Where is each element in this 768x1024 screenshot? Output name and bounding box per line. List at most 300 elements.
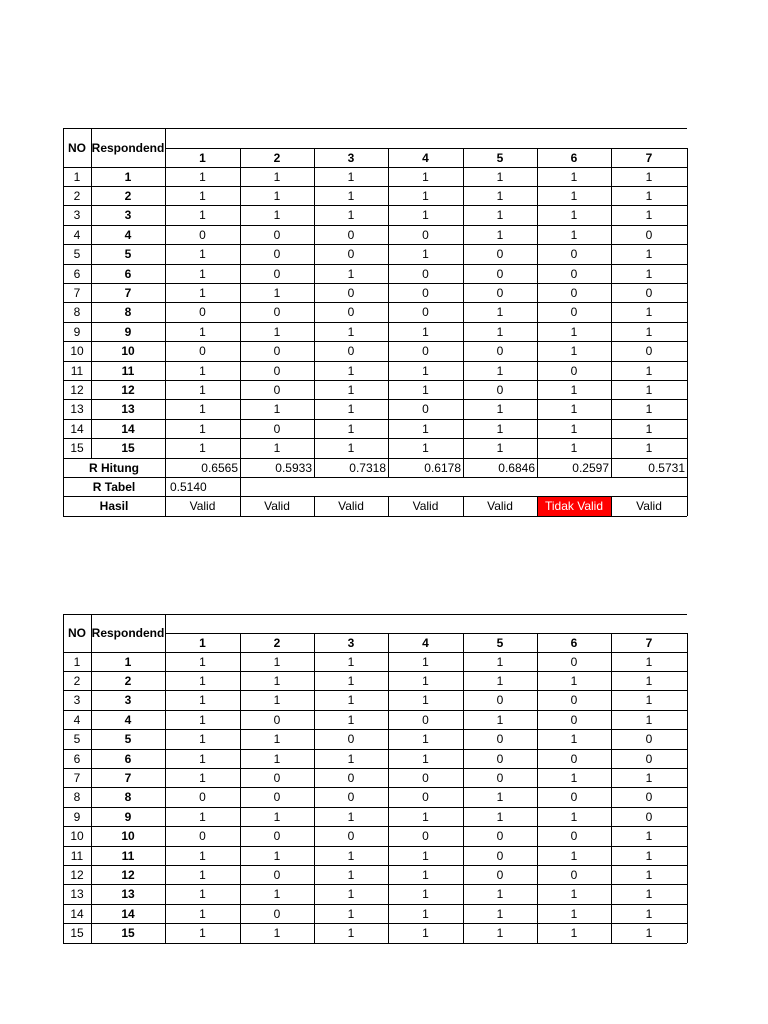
hasil-valid: Valid bbox=[264, 499, 290, 514]
grid-line bbox=[63, 846, 687, 847]
score-cell: 1 bbox=[347, 809, 355, 824]
grid-line bbox=[63, 380, 687, 381]
score-cell: 1 bbox=[422, 208, 429, 223]
score-cell: 0 bbox=[645, 286, 653, 301]
score-cell: 1 bbox=[496, 402, 504, 417]
score-cell: 1 bbox=[347, 383, 355, 398]
score-cell: 1 bbox=[273, 693, 281, 708]
respondent-id: 10 bbox=[121, 344, 135, 359]
respondent-id: 1 bbox=[124, 169, 132, 184]
grid-line bbox=[165, 614, 166, 943]
header-item-1: 1 bbox=[199, 150, 206, 165]
score-cell: 0 bbox=[347, 227, 355, 242]
grid-line bbox=[314, 633, 315, 943]
score-cell: 0 bbox=[422, 829, 429, 844]
r-hitung-label: R Hitung bbox=[89, 460, 139, 475]
grid-line bbox=[63, 943, 687, 944]
grid-line bbox=[63, 652, 687, 653]
score-cell: 1 bbox=[422, 732, 429, 747]
grid-line bbox=[63, 807, 687, 808]
grid-line bbox=[388, 497, 389, 516]
row-number: 15 bbox=[70, 926, 84, 941]
score-cell: 1 bbox=[273, 441, 281, 456]
score-cell: 0 bbox=[422, 771, 429, 786]
grid-line bbox=[91, 614, 92, 943]
score-cell: 1 bbox=[199, 732, 206, 747]
grid-line bbox=[63, 283, 687, 284]
score-cell: 1 bbox=[199, 247, 206, 262]
r-hitung-value: 0.6846 bbox=[498, 460, 535, 475]
score-cell: 0 bbox=[273, 363, 281, 378]
score-cell: 1 bbox=[347, 654, 355, 669]
header-respondent: Respondend bbox=[91, 140, 165, 155]
score-cell: 1 bbox=[347, 189, 355, 204]
score-cell: 1 bbox=[645, 324, 653, 339]
row-number: 14 bbox=[70, 906, 84, 921]
respondent-id: 15 bbox=[121, 441, 135, 456]
grid-line bbox=[63, 128, 64, 516]
score-cell: 0 bbox=[422, 712, 429, 727]
score-cell: 0 bbox=[496, 286, 504, 301]
score-cell: 1 bbox=[570, 848, 578, 863]
score-cell: 1 bbox=[645, 848, 653, 863]
score-cell: 1 bbox=[273, 169, 281, 184]
row-number: 15 bbox=[70, 441, 84, 456]
row-number: 13 bbox=[70, 887, 84, 902]
score-cell: 1 bbox=[273, 751, 281, 766]
grid-line bbox=[240, 148, 241, 477]
grid-line bbox=[63, 614, 64, 943]
row-number: 11 bbox=[70, 363, 84, 378]
grid-line bbox=[63, 302, 687, 303]
row-number: 2 bbox=[73, 189, 81, 204]
row-number: 10 bbox=[70, 829, 84, 844]
score-cell: 0 bbox=[496, 344, 504, 359]
row-number: 12 bbox=[70, 383, 84, 398]
grid-line bbox=[537, 633, 538, 943]
score-cell: 1 bbox=[273, 809, 281, 824]
score-cell: 0 bbox=[273, 829, 281, 844]
score-cell: 0 bbox=[422, 344, 429, 359]
score-cell: 1 bbox=[199, 421, 206, 436]
respondent-id: 3 bbox=[124, 693, 132, 708]
respondent-id: 15 bbox=[121, 926, 135, 941]
score-cell: 1 bbox=[496, 421, 504, 436]
score-cell: 0 bbox=[273, 383, 281, 398]
score-cell: 1 bbox=[422, 363, 429, 378]
grid-line bbox=[63, 690, 687, 691]
score-cell: 1 bbox=[645, 771, 653, 786]
score-cell: 1 bbox=[347, 363, 355, 378]
score-cell: 1 bbox=[645, 829, 653, 844]
score-cell: 1 bbox=[496, 654, 504, 669]
respondent-id: 8 bbox=[124, 790, 132, 805]
grid-line bbox=[63, 904, 687, 905]
score-cell: 1 bbox=[422, 324, 429, 339]
score-cell: 1 bbox=[570, 771, 578, 786]
respondent-id: 9 bbox=[124, 809, 132, 824]
grid-line bbox=[63, 419, 687, 420]
respondent-id: 8 bbox=[124, 305, 132, 320]
respondent-id: 11 bbox=[121, 848, 135, 863]
score-cell: 1 bbox=[570, 926, 578, 941]
respondent-id: 7 bbox=[124, 771, 132, 786]
score-cell: 1 bbox=[570, 227, 578, 242]
row-number: 5 bbox=[73, 247, 81, 262]
r-hitung-value: 0.6565 bbox=[201, 460, 238, 475]
r-hitung-value: 0.5933 bbox=[275, 460, 312, 475]
row-number: 6 bbox=[73, 266, 81, 281]
score-cell: 1 bbox=[570, 674, 578, 689]
score-cell: 1 bbox=[645, 926, 653, 941]
score-cell: 1 bbox=[645, 208, 653, 223]
respondent-id: 6 bbox=[124, 266, 132, 281]
score-cell: 1 bbox=[273, 926, 281, 941]
score-cell: 0 bbox=[570, 829, 578, 844]
score-cell: 0 bbox=[496, 829, 504, 844]
score-cell: 0 bbox=[496, 693, 504, 708]
header-item-7: 7 bbox=[645, 635, 653, 650]
score-cell: 1 bbox=[199, 324, 206, 339]
score-cell: 1 bbox=[496, 674, 504, 689]
respondent-id: 7 bbox=[124, 286, 132, 301]
score-cell: 1 bbox=[347, 848, 355, 863]
respondent-id: 10 bbox=[121, 829, 135, 844]
score-cell: 0 bbox=[422, 402, 429, 417]
score-cell: 0 bbox=[570, 305, 578, 320]
score-cell: 1 bbox=[422, 247, 429, 262]
score-cell: 1 bbox=[347, 868, 355, 883]
score-cell: 0 bbox=[199, 829, 206, 844]
score-cell: 1 bbox=[570, 732, 578, 747]
score-cell: 0 bbox=[496, 247, 504, 262]
score-cell: 1 bbox=[645, 363, 653, 378]
grid-line bbox=[165, 148, 687, 149]
score-cell: 1 bbox=[199, 809, 206, 824]
grid-line bbox=[611, 633, 612, 943]
score-cell: 0 bbox=[273, 266, 281, 281]
grid-line bbox=[463, 633, 464, 943]
r-hitung-value: 0.2597 bbox=[572, 460, 609, 475]
grid-line bbox=[611, 148, 612, 477]
score-cell: 1 bbox=[570, 189, 578, 204]
score-cell: 1 bbox=[496, 363, 504, 378]
score-cell: 0 bbox=[273, 771, 281, 786]
score-cell: 1 bbox=[347, 674, 355, 689]
score-cell: 0 bbox=[273, 790, 281, 805]
score-cell: 1 bbox=[347, 402, 355, 417]
score-cell: 0 bbox=[570, 868, 578, 883]
score-cell: 0 bbox=[570, 693, 578, 708]
score-cell: 1 bbox=[422, 751, 429, 766]
row-number: 11 bbox=[70, 848, 84, 863]
score-cell: 0 bbox=[496, 848, 504, 863]
score-cell: 1 bbox=[273, 654, 281, 669]
grid-line bbox=[63, 477, 687, 478]
score-cell: 1 bbox=[199, 751, 206, 766]
grid-line bbox=[63, 787, 687, 788]
score-cell: 1 bbox=[570, 169, 578, 184]
grid-line bbox=[240, 477, 241, 496]
grid-line bbox=[63, 458, 687, 459]
respondent-id: 2 bbox=[124, 189, 132, 204]
score-cell: 1 bbox=[422, 421, 429, 436]
grid-line bbox=[91, 128, 92, 458]
grid-line bbox=[463, 148, 464, 477]
grid-line bbox=[63, 768, 687, 769]
respondent-id: 13 bbox=[121, 402, 135, 417]
score-cell: 0 bbox=[347, 305, 355, 320]
score-cell: 1 bbox=[496, 712, 504, 727]
grid-line bbox=[388, 148, 389, 477]
row-number: 14 bbox=[70, 421, 84, 436]
score-cell: 0 bbox=[199, 305, 206, 320]
score-cell: 0 bbox=[570, 712, 578, 727]
hasil-valid: Valid bbox=[636, 499, 662, 514]
score-cell: 1 bbox=[347, 324, 355, 339]
score-cell: 1 bbox=[199, 693, 206, 708]
score-cell: 0 bbox=[422, 305, 429, 320]
score-cell: 1 bbox=[347, 169, 355, 184]
score-cell: 1 bbox=[570, 887, 578, 902]
score-cell: 1 bbox=[496, 169, 504, 184]
header-item-4: 4 bbox=[422, 150, 429, 165]
score-cell: 1 bbox=[570, 441, 578, 456]
hasil-valid: Valid bbox=[189, 499, 216, 514]
score-cell: 1 bbox=[496, 441, 504, 456]
score-cell: 1 bbox=[422, 926, 429, 941]
score-cell: 1 bbox=[347, 906, 355, 921]
score-cell: 0 bbox=[273, 344, 281, 359]
row-number: 9 bbox=[73, 809, 81, 824]
score-cell: 0 bbox=[570, 751, 578, 766]
grid-line bbox=[63, 322, 687, 323]
header-item-6: 6 bbox=[570, 635, 578, 650]
grid-line bbox=[63, 225, 687, 226]
score-cell: 0 bbox=[273, 712, 281, 727]
score-cell: 1 bbox=[199, 383, 206, 398]
grid-line bbox=[63, 923, 687, 924]
score-cell: 1 bbox=[199, 169, 206, 184]
grid-line bbox=[63, 729, 687, 730]
respondent-id: 14 bbox=[121, 906, 135, 921]
score-cell: 0 bbox=[273, 421, 281, 436]
respondent-id: 2 bbox=[124, 674, 132, 689]
score-cell: 0 bbox=[496, 266, 504, 281]
score-cell: 1 bbox=[645, 305, 653, 320]
grid-line bbox=[63, 399, 687, 400]
respondent-id: 3 bbox=[124, 208, 132, 223]
score-cell: 1 bbox=[570, 402, 578, 417]
r-hitung-value: 0.5731 bbox=[648, 460, 685, 475]
score-cell: 1 bbox=[273, 674, 281, 689]
score-cell: 1 bbox=[347, 712, 355, 727]
score-cell: 1 bbox=[273, 887, 281, 902]
header-item-5: 5 bbox=[496, 635, 504, 650]
score-cell: 1 bbox=[199, 712, 206, 727]
score-cell: 1 bbox=[645, 169, 653, 184]
hasil-valid: Valid bbox=[487, 499, 513, 514]
respondent-id: 5 bbox=[124, 247, 132, 262]
row-number: 1 bbox=[73, 654, 81, 669]
row-number: 4 bbox=[73, 227, 81, 242]
grid-line bbox=[537, 148, 538, 477]
grid-line bbox=[611, 497, 612, 516]
grid-line bbox=[63, 749, 687, 750]
respondent-id: 4 bbox=[124, 227, 132, 242]
score-cell: 1 bbox=[645, 868, 653, 883]
score-cell: 1 bbox=[422, 868, 429, 883]
score-cell: 1 bbox=[570, 906, 578, 921]
grid-line bbox=[537, 497, 538, 516]
row-number: 1 bbox=[73, 169, 81, 184]
score-cell: 0 bbox=[199, 790, 206, 805]
header-no: NO bbox=[68, 140, 86, 155]
score-cell: 1 bbox=[347, 441, 355, 456]
score-cell: 1 bbox=[273, 324, 281, 339]
row-number: 5 bbox=[73, 732, 81, 747]
score-cell: 1 bbox=[422, 654, 429, 669]
score-cell: 1 bbox=[199, 654, 206, 669]
score-cell: 1 bbox=[496, 208, 504, 223]
score-cell: 1 bbox=[199, 402, 206, 417]
respondent-id: 12 bbox=[121, 383, 135, 398]
header-item-1: 1 bbox=[199, 635, 206, 650]
score-cell: 1 bbox=[347, 926, 355, 941]
score-cell: 1 bbox=[496, 906, 504, 921]
header-item-3: 3 bbox=[347, 150, 355, 165]
hasil-invalid: Tidak Valid bbox=[537, 497, 611, 516]
score-cell: 1 bbox=[199, 189, 206, 204]
hasil-valid: Valid bbox=[338, 499, 364, 514]
row-number: 12 bbox=[70, 868, 84, 883]
score-cell: 1 bbox=[422, 848, 429, 863]
score-cell: 1 bbox=[645, 189, 653, 204]
score-cell: 1 bbox=[570, 383, 578, 398]
grid-line bbox=[240, 633, 241, 943]
score-cell: 1 bbox=[422, 383, 429, 398]
score-cell: 1 bbox=[199, 926, 206, 941]
grid-line bbox=[63, 341, 687, 342]
hasil-label: Hasil bbox=[99, 499, 129, 514]
hasil-valid: Valid bbox=[412, 499, 439, 514]
score-cell: 1 bbox=[645, 421, 653, 436]
score-cell: 1 bbox=[422, 441, 429, 456]
score-cell: 0 bbox=[422, 227, 429, 242]
score-cell: 1 bbox=[570, 208, 578, 223]
score-cell: 1 bbox=[422, 809, 429, 824]
score-cell: 0 bbox=[422, 790, 429, 805]
grid-line bbox=[63, 186, 687, 187]
grid-line bbox=[63, 167, 687, 168]
grid-line bbox=[165, 128, 166, 516]
score-cell: 1 bbox=[496, 790, 504, 805]
row-number: 9 bbox=[73, 324, 81, 339]
score-cell: 0 bbox=[496, 732, 504, 747]
r-hitung-value: 0.6178 bbox=[424, 460, 461, 475]
score-cell: 1 bbox=[199, 363, 206, 378]
grid-line bbox=[687, 148, 688, 516]
row-number: 8 bbox=[73, 790, 81, 805]
score-cell: 0 bbox=[422, 266, 429, 281]
grid-line bbox=[165, 633, 687, 634]
grid-line bbox=[388, 633, 389, 943]
score-cell: 0 bbox=[273, 227, 281, 242]
score-cell: 0 bbox=[570, 790, 578, 805]
header-item-6: 6 bbox=[570, 150, 578, 165]
score-cell: 1 bbox=[199, 674, 206, 689]
score-cell: 1 bbox=[645, 654, 653, 669]
score-cell: 0 bbox=[422, 286, 429, 301]
grid-line bbox=[63, 671, 687, 672]
score-cell: 1 bbox=[199, 848, 206, 863]
grid-line bbox=[63, 361, 687, 362]
score-cell: 1 bbox=[645, 712, 653, 727]
respondent-id: 13 bbox=[121, 887, 135, 902]
score-cell: 1 bbox=[273, 848, 281, 863]
grid-line bbox=[63, 205, 687, 206]
score-cell: 0 bbox=[199, 344, 206, 359]
row-number: 3 bbox=[73, 208, 81, 223]
score-cell: 1 bbox=[645, 247, 653, 262]
score-cell: 1 bbox=[347, 266, 355, 281]
score-cell: 0 bbox=[570, 654, 578, 669]
score-cell: 1 bbox=[422, 887, 429, 902]
row-number: 3 bbox=[73, 693, 81, 708]
score-cell: 1 bbox=[645, 887, 653, 902]
score-cell: 0 bbox=[347, 247, 355, 262]
header-no: NO bbox=[68, 626, 86, 640]
score-cell: 1 bbox=[496, 189, 504, 204]
score-cell: 0 bbox=[645, 344, 653, 359]
score-cell: 0 bbox=[347, 286, 355, 301]
r-tabel-value: 0.5140 bbox=[170, 480, 207, 495]
score-cell: 1 bbox=[199, 286, 206, 301]
score-cell: 1 bbox=[570, 344, 578, 359]
score-cell: 1 bbox=[645, 441, 653, 456]
respondent-id: 4 bbox=[124, 712, 132, 727]
score-cell: 1 bbox=[347, 751, 355, 766]
score-cell: 1 bbox=[273, 732, 281, 747]
grid-line bbox=[63, 884, 687, 885]
score-cell: 1 bbox=[496, 227, 504, 242]
grid-line bbox=[63, 128, 687, 129]
score-cell: 1 bbox=[422, 674, 429, 689]
grid-line bbox=[63, 865, 687, 866]
score-cell: 0 bbox=[645, 732, 653, 747]
score-cell: 1 bbox=[496, 305, 504, 320]
score-cell: 0 bbox=[496, 868, 504, 883]
r-tabel-label: R Tabel bbox=[92, 480, 136, 495]
score-cell: 1 bbox=[347, 421, 355, 436]
score-cell: 0 bbox=[645, 751, 653, 766]
score-cell: 0 bbox=[273, 247, 281, 262]
grid-line bbox=[63, 244, 687, 245]
grid-line bbox=[240, 497, 241, 516]
header-respondent: Respondend bbox=[91, 626, 165, 640]
score-cell: 1 bbox=[273, 402, 281, 417]
respondent-id: 5 bbox=[124, 732, 132, 747]
header-item-2: 2 bbox=[273, 150, 281, 165]
r-hitung-value: 0.7318 bbox=[349, 460, 386, 475]
header-item-5: 5 bbox=[496, 150, 504, 165]
score-cell: 0 bbox=[570, 247, 578, 262]
score-cell: 1 bbox=[496, 324, 504, 339]
score-cell: 1 bbox=[199, 868, 206, 883]
score-cell: 0 bbox=[347, 732, 355, 747]
score-cell: 1 bbox=[422, 693, 429, 708]
header-item-2: 2 bbox=[273, 635, 281, 650]
